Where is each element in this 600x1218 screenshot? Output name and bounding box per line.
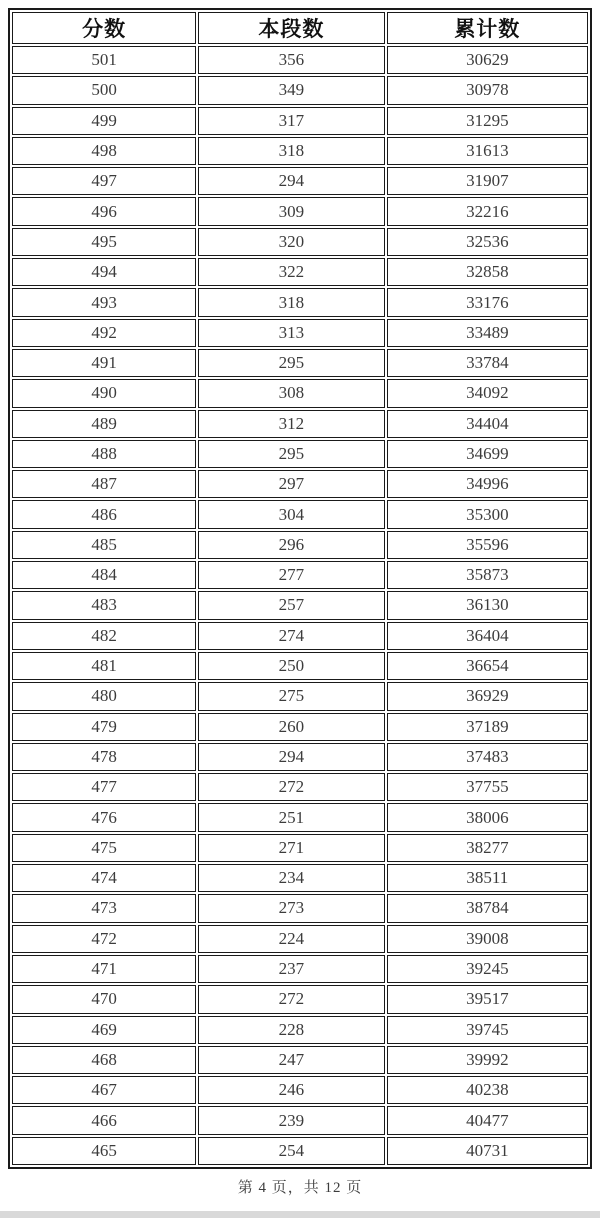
segment-count-cell: 295 [198,349,384,377]
table-row [12,379,588,407]
score-cell: 494 [12,258,196,286]
cumulative-count-cell: 34092 [387,379,588,407]
segment-count-cell: 304 [198,500,384,528]
table-row [12,894,588,922]
table-row [12,1046,588,1074]
cumulative-count-cell: 31907 [387,167,588,195]
score-cell: 465 [12,1137,196,1165]
cumulative-count-cell: 36404 [387,622,588,650]
segment-count-cell: 254 [198,1137,384,1165]
table-row [12,440,588,468]
table-row [12,743,588,771]
segment-count-cell: 277 [198,561,384,589]
cumulative-count-cell: 35596 [387,531,588,559]
score-cell: 495 [12,228,196,256]
score-cell: 476 [12,803,196,831]
cumulative-count-cell: 38784 [387,894,588,922]
cumulative-count-cell: 38511 [387,864,588,892]
table-row [12,925,588,953]
cumulative-count-cell: 39745 [387,1016,588,1044]
segment-count-cell: 246 [198,1076,384,1104]
table-row [12,773,588,801]
col-header-score: 分数 [12,12,196,44]
table-row [12,803,588,831]
segment-count-cell: 272 [198,773,384,801]
score-cell: 478 [12,743,196,771]
segment-count-cell: 228 [198,1016,384,1044]
cumulative-count-cell: 34996 [387,470,588,498]
score-cell: 468 [12,1046,196,1074]
cumulative-count-cell: 38277 [387,834,588,862]
cumulative-count-cell: 37189 [387,713,588,741]
table-row [12,713,588,741]
col-header-cumulative-count: 累计数 [387,12,588,44]
segment-count-cell: 247 [198,1046,384,1074]
cumulative-count-cell: 32536 [387,228,588,256]
score-cell: 484 [12,561,196,589]
segment-count-cell: 237 [198,955,384,983]
segment-count-cell: 250 [198,652,384,680]
cumulative-count-cell: 33176 [387,288,588,316]
cumulative-count-cell: 39517 [387,985,588,1013]
score-cell: 487 [12,470,196,498]
score-cell: 498 [12,137,196,165]
score-cell: 501 [12,46,196,74]
score-cell: 489 [12,410,196,438]
page-footer [0,1176,600,1197]
segment-count-cell: 320 [198,228,384,256]
segment-count-cell: 274 [198,622,384,650]
segment-count-cell: 296 [198,531,384,559]
segment-count-cell: 308 [198,379,384,407]
score-cell: 479 [12,713,196,741]
score-cell: 471 [12,955,196,983]
table-row [12,107,588,135]
cumulative-count-cell: 40238 [387,1076,588,1104]
cumulative-count-cell: 34404 [387,410,588,438]
table-row [12,410,588,438]
segment-count-cell: 356 [198,46,384,74]
segment-count-cell: 271 [198,834,384,862]
table-row [12,167,588,195]
score-cell: 483 [12,591,196,619]
cumulative-count-cell: 32858 [387,258,588,286]
cumulative-count-cell: 37483 [387,743,588,771]
cumulative-count-cell: 35873 [387,561,588,589]
score-cell: 491 [12,349,196,377]
segment-count-cell: 318 [198,288,384,316]
table-row [12,955,588,983]
table-row [12,1137,588,1165]
score-distribution-table [8,8,592,1169]
table-row [12,228,588,256]
cumulative-count-cell: 31295 [387,107,588,135]
table-row [12,1076,588,1104]
col-header-segment-count: 本段数 [198,12,384,44]
bottom-edge-strip [0,1211,600,1218]
table-body [12,46,588,1165]
cumulative-count-cell: 39008 [387,925,588,953]
segment-count-cell: 275 [198,682,384,710]
table-row [12,258,588,286]
score-cell: 482 [12,622,196,650]
cumulative-count-cell: 34699 [387,440,588,468]
segment-count-cell: 294 [198,743,384,771]
table-row [12,137,588,165]
table-row [12,46,588,74]
table-row [12,834,588,862]
table-row [12,1106,588,1134]
score-cell: 499 [12,107,196,135]
table-row [12,500,588,528]
cumulative-count-cell: 33489 [387,319,588,347]
score-cell: 490 [12,379,196,407]
score-cell: 467 [12,1076,196,1104]
segment-count-cell: 317 [198,107,384,135]
score-cell: 470 [12,985,196,1013]
segment-count-cell: 322 [198,258,384,286]
score-cell: 500 [12,76,196,104]
score-cell: 497 [12,167,196,195]
score-cell: 486 [12,500,196,528]
table-row [12,319,588,347]
cumulative-count-cell: 39245 [387,955,588,983]
segment-count-cell: 272 [198,985,384,1013]
score-cell: 480 [12,682,196,710]
table-row [12,1016,588,1044]
cumulative-count-cell: 38006 [387,803,588,831]
cumulative-count-cell: 36130 [387,591,588,619]
score-cell: 469 [12,1016,196,1044]
table-row [12,197,588,225]
score-cell: 488 [12,440,196,468]
table-row [12,985,588,1013]
score-cell: 477 [12,773,196,801]
page-indicator: 第 4 页，共 12 页 [237,1179,363,1196]
score-distribution-page [0,8,600,1218]
segment-count-cell: 349 [198,76,384,104]
cumulative-count-cell: 33784 [387,349,588,377]
header-row [12,12,588,44]
score-cell: 492 [12,319,196,347]
table-row [12,349,588,377]
table-row [12,682,588,710]
cumulative-count-cell: 36654 [387,652,588,680]
segment-count-cell: 257 [198,591,384,619]
score-cell: 481 [12,652,196,680]
cumulative-count-cell: 35300 [387,500,588,528]
table-row [12,531,588,559]
table-row [12,470,588,498]
segment-count-cell: 273 [198,894,384,922]
table-row [12,622,588,650]
score-cell: 485 [12,531,196,559]
segment-count-cell: 312 [198,410,384,438]
segment-count-cell: 297 [198,470,384,498]
segment-count-cell: 295 [198,440,384,468]
table-row [12,76,588,104]
table-row [12,864,588,892]
segment-count-cell: 309 [198,197,384,225]
segment-count-cell: 318 [198,137,384,165]
segment-count-cell: 239 [198,1106,384,1134]
table-row [12,652,588,680]
table-row [12,591,588,619]
segment-count-cell: 224 [198,925,384,953]
segment-count-cell: 294 [198,167,384,195]
score-cell: 474 [12,864,196,892]
table-row [12,561,588,589]
cumulative-count-cell: 40477 [387,1106,588,1134]
score-cell: 473 [12,894,196,922]
score-cell: 493 [12,288,196,316]
segment-count-cell: 313 [198,319,384,347]
cumulative-count-cell: 30978 [387,76,588,104]
score-cell: 475 [12,834,196,862]
segment-count-cell: 260 [198,713,384,741]
cumulative-count-cell: 40731 [387,1137,588,1165]
segment-count-cell: 234 [198,864,384,892]
score-cell: 466 [12,1106,196,1134]
table-row [12,288,588,316]
cumulative-count-cell: 39992 [387,1046,588,1074]
score-cell: 472 [12,925,196,953]
cumulative-count-cell: 36929 [387,682,588,710]
cumulative-count-cell: 31613 [387,137,588,165]
cumulative-count-cell: 32216 [387,197,588,225]
segment-count-cell: 251 [198,803,384,831]
score-cell: 496 [12,197,196,225]
cumulative-count-cell: 30629 [387,46,588,74]
cumulative-count-cell: 37755 [387,773,588,801]
